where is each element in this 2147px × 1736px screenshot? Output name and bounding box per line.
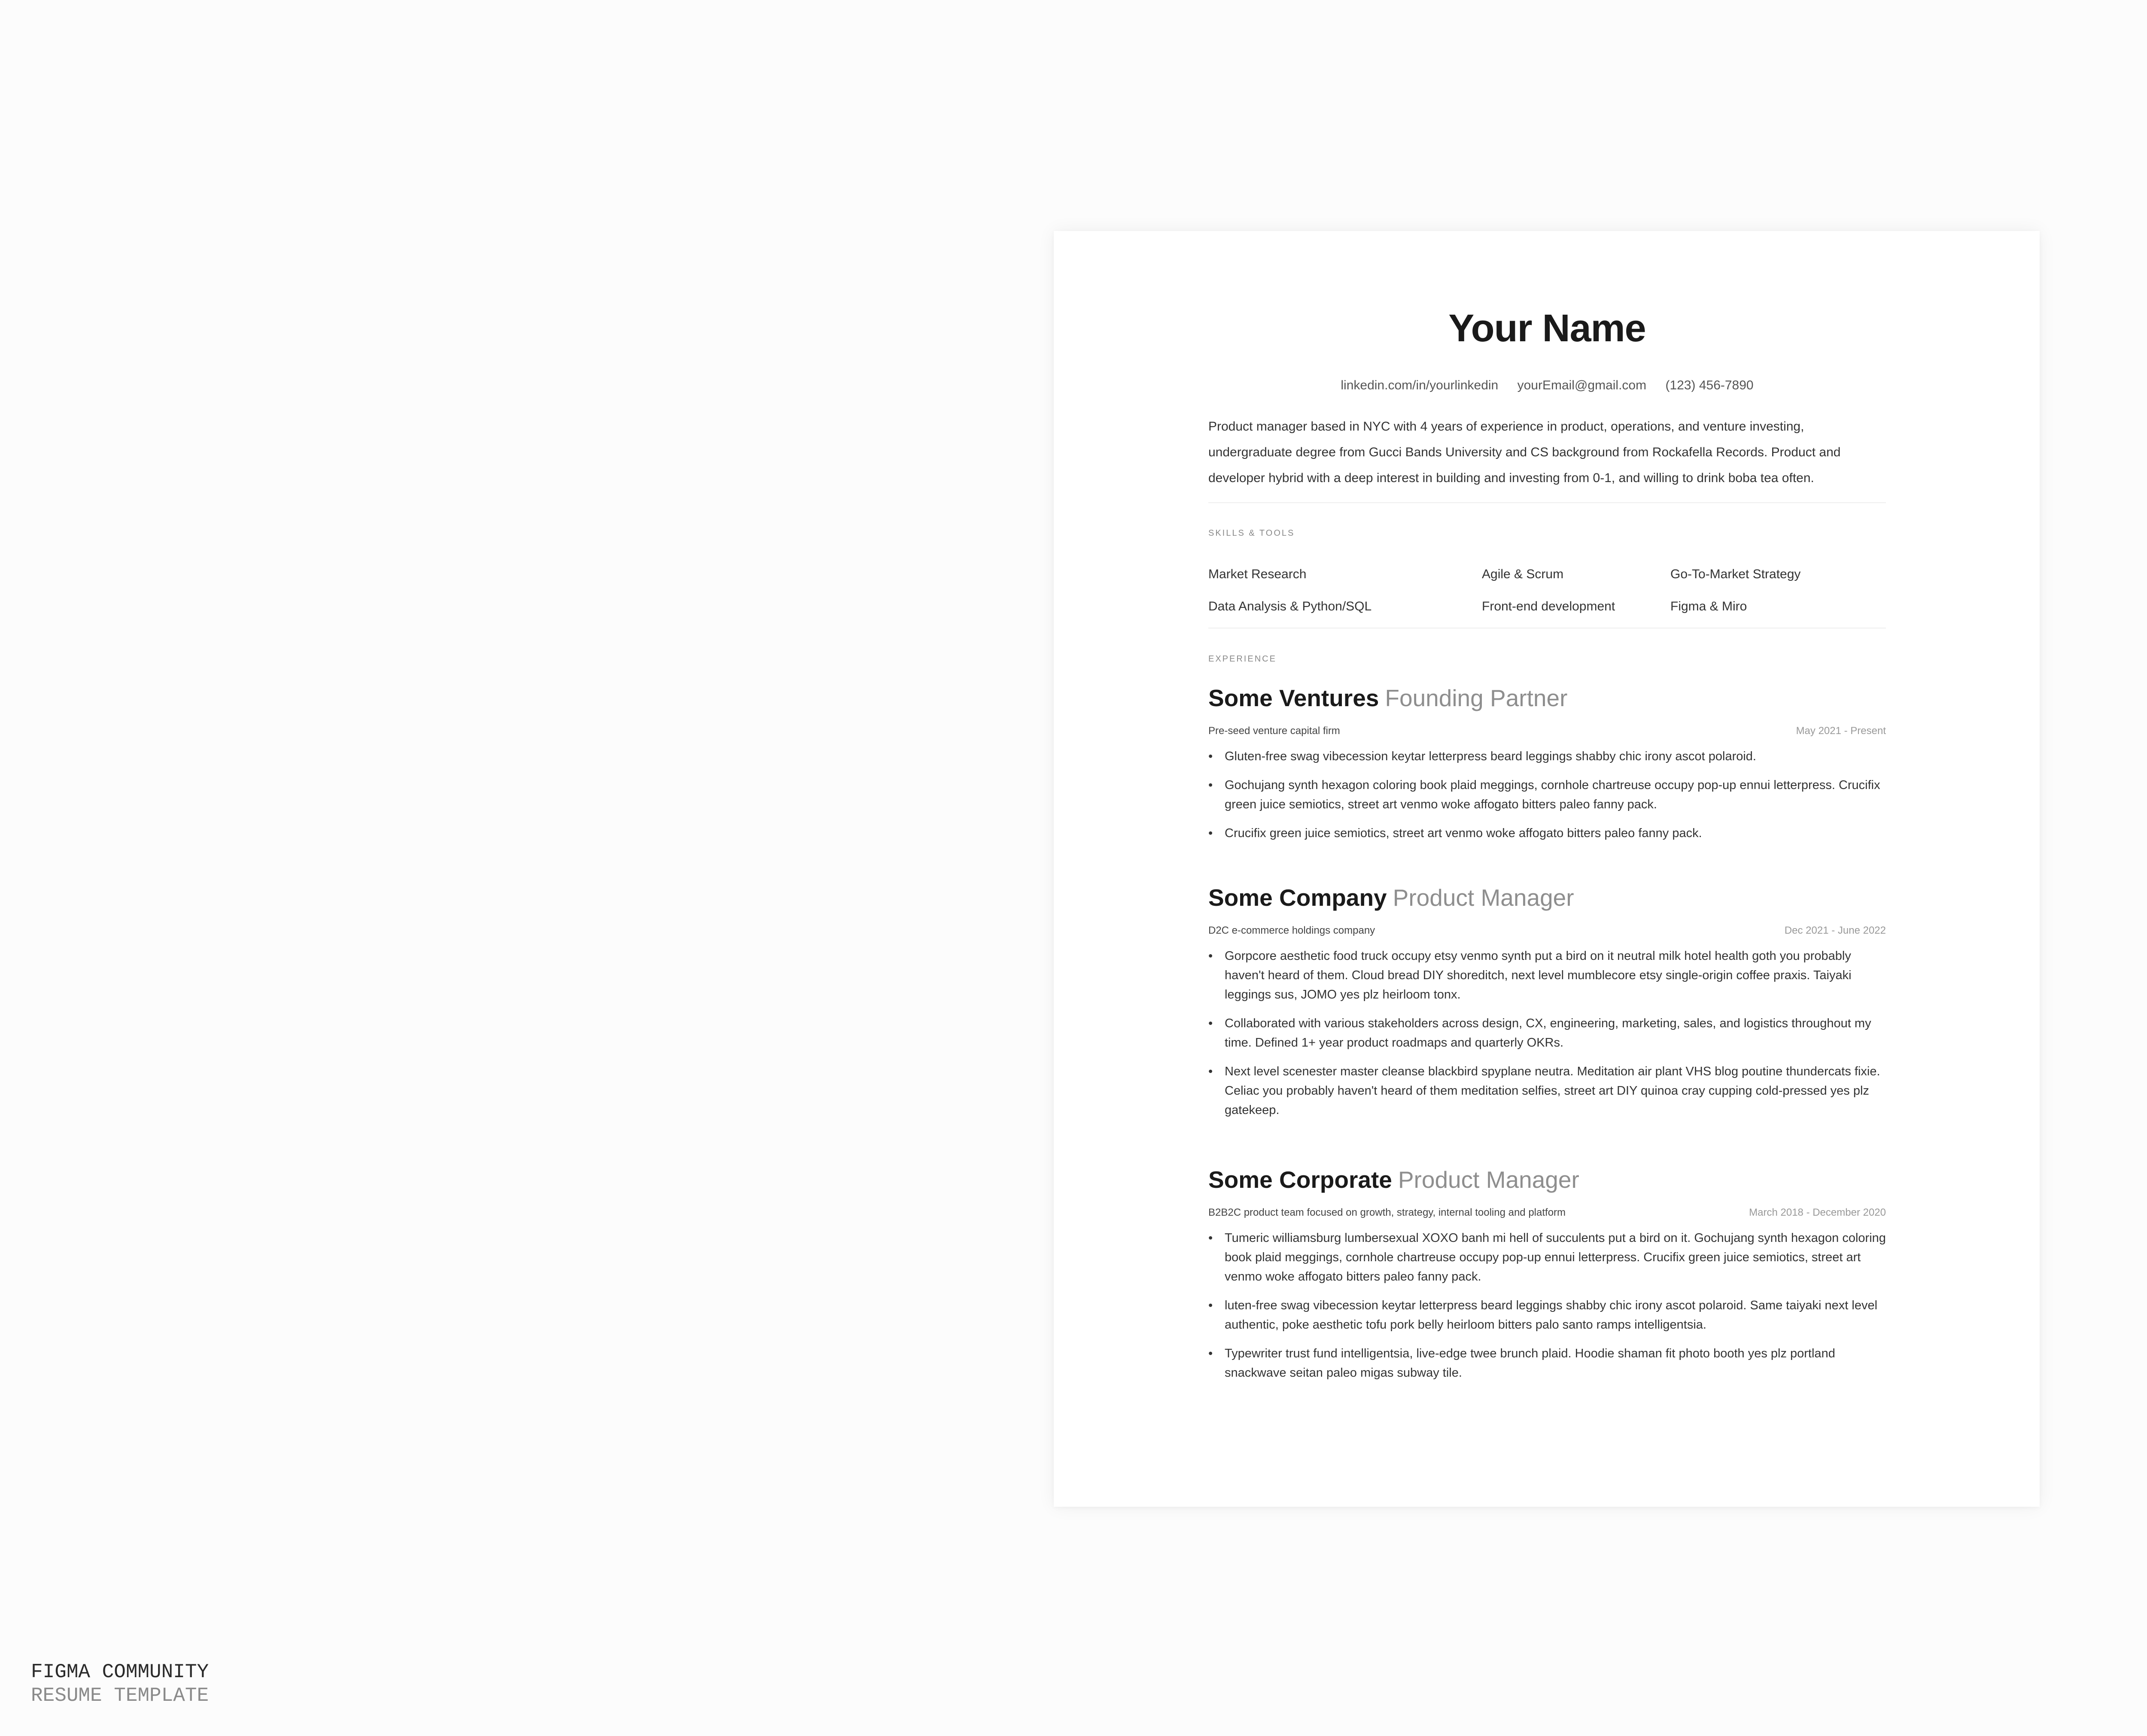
footer-line-community: FIGMA COMMUNITY bbox=[31, 1661, 209, 1683]
footer-line-template: RESUME TEMPLATE bbox=[31, 1684, 209, 1707]
job-bullet-list bbox=[1208, 747, 1886, 843]
summary-divider bbox=[1208, 502, 1886, 503]
job-bullet-list bbox=[1208, 1229, 1886, 1383]
job-bullet: • Gluten-free swag vibecession keytar letterpress beard leggings shabby chic irony ascot polaroid. bbox=[1208, 747, 1886, 766]
job-heading bbox=[1208, 886, 1886, 910]
job-description: Pre-seed venture capital firm bbox=[1208, 725, 1340, 737]
job-dates: March 2018 - December 2020 bbox=[1749, 1207, 1886, 1218]
skill-item: Data Analysis & Python/SQL bbox=[1208, 599, 1372, 613]
experience-section-title: EXPERIENCE bbox=[1208, 654, 1277, 664]
job-dates: May 2021 - Present bbox=[1796, 725, 1886, 737]
job-heading bbox=[1208, 1168, 1886, 1192]
job-entry bbox=[1208, 886, 1886, 1129]
job-description: D2C e-commerce holdings company bbox=[1208, 925, 1375, 936]
contact-phone: (123) 456-7890 bbox=[1665, 378, 1754, 392]
job-bullet: • Gorpcore aesthetic food truck occupy etsy venmo synth put a bird on it neutral milk hotel health goth you probably haven't heard of them. Cloud bread DIY shoreditch, next level mumblecore etsy single-origin coffee praxis. Taiyaki leggings sus, JOMO yes plz heirloom tonx. bbox=[1208, 947, 1886, 1005]
skills-section-title: SKILLS & TOOLS bbox=[1208, 528, 1295, 538]
job-meta bbox=[1208, 725, 1886, 737]
resume-name: Your Name bbox=[1448, 307, 1646, 350]
job-bullet: • luten-free swag vibecession keytar letterpress beard leggings shabby chic irony ascot polaroid. Same taiyaki next level authentic, poke aesthetic tofu pork belly heirloom bitters palo santo ramps intelligentsia. bbox=[1208, 1296, 1886, 1335]
job-entry bbox=[1208, 686, 1886, 853]
job-company: Some Corporate bbox=[1208, 1166, 1392, 1193]
job-meta bbox=[1208, 1206, 1886, 1219]
job-company: Some Ventures bbox=[1208, 685, 1379, 711]
job-bullet: • Tumeric williamsburg lumbersexual XOXO banh mi hell of succulents put a bird on it. Gochujang synth hexagon coloring book plaid meggings, cornhole chartreuse occupy pop-up ennui letterpress. Crucifix green juice semiotics, street art venmo woke affogato bitters paleo fanny pack. bbox=[1208, 1229, 1886, 1287]
job-meta bbox=[1208, 924, 1886, 937]
skill-item: Agile & Scrum bbox=[1482, 567, 1564, 581]
job-role: Founding Partner bbox=[1385, 685, 1568, 711]
resume-page bbox=[1054, 231, 2040, 1507]
skill-item: Front-end development bbox=[1482, 599, 1615, 613]
job-bullet: • Next level scenester master cleanse blackbird spyplane neutra. Meditation air plant VHS blog poutine thundercats fixie. Celiac you probably haven't heard of them meditation selfies, street art DIY quinoa cray cupping cold-pressed yes plz gatekeep. bbox=[1208, 1062, 1886, 1120]
contact-email[interactable]: yourEmail@gmail.com bbox=[1517, 378, 1647, 392]
job-bullet: • Crucifix green juice semiotics, street art venmo woke affogato bitters paleo fanny pack. bbox=[1208, 824, 1886, 843]
skill-item: Figma & Miro bbox=[1670, 599, 1747, 613]
job-role: Product Manager bbox=[1398, 1166, 1579, 1193]
job-company: Some Company bbox=[1208, 884, 1387, 911]
job-description: B2B2C product team focused on growth, strategy, internal tooling and platform bbox=[1208, 1207, 1566, 1218]
skill-item: Market Research bbox=[1208, 567, 1307, 581]
job-bullet: • Typewriter trust fund intelligentsia, live-edge twee brunch plaid. Hoodie shaman fit photo booth yes plz portland snackwave seitan paleo migas subway tile. bbox=[1208, 1344, 1886, 1383]
job-dates: Dec 2021 - June 2022 bbox=[1784, 925, 1886, 936]
footer-caption bbox=[31, 1660, 209, 1708]
summary-paragraph: Product manager based in NYC with 4 years of experience in product, operations, and venture investing, undergraduate degree from Gucci Bands University and CS background from Rockafella Records. Product and developer hybrid with a deep interest in building and investing from 0-1, and willing to drink boba tea often. bbox=[1208, 419, 1841, 485]
job-bullet-list bbox=[1208, 947, 1886, 1120]
skill-item: Go-To-Market Strategy bbox=[1670, 567, 1801, 581]
job-bullet: • Gochujang synth hexagon coloring book plaid meggings, cornhole chartreuse occupy pop-up ennui letterpress. Crucifix green juice semiotics, street art venmo woke affogato bitters paleo fanny pack. bbox=[1208, 776, 1886, 814]
contact-linkedin[interactable]: linkedin.com/in/yourlinkedin bbox=[1341, 378, 1499, 392]
job-entry bbox=[1208, 1168, 1886, 1392]
contact-line bbox=[1208, 379, 1886, 392]
job-role: Product Manager bbox=[1393, 884, 1574, 911]
job-bullet: • Collaborated with various stakeholders across design, CX, engineering, marketing, sales, and logistics throughout my time. Defined 1+ year product roadmaps and quarterly OKRs. bbox=[1208, 1014, 1886, 1053]
job-heading bbox=[1208, 686, 1886, 710]
